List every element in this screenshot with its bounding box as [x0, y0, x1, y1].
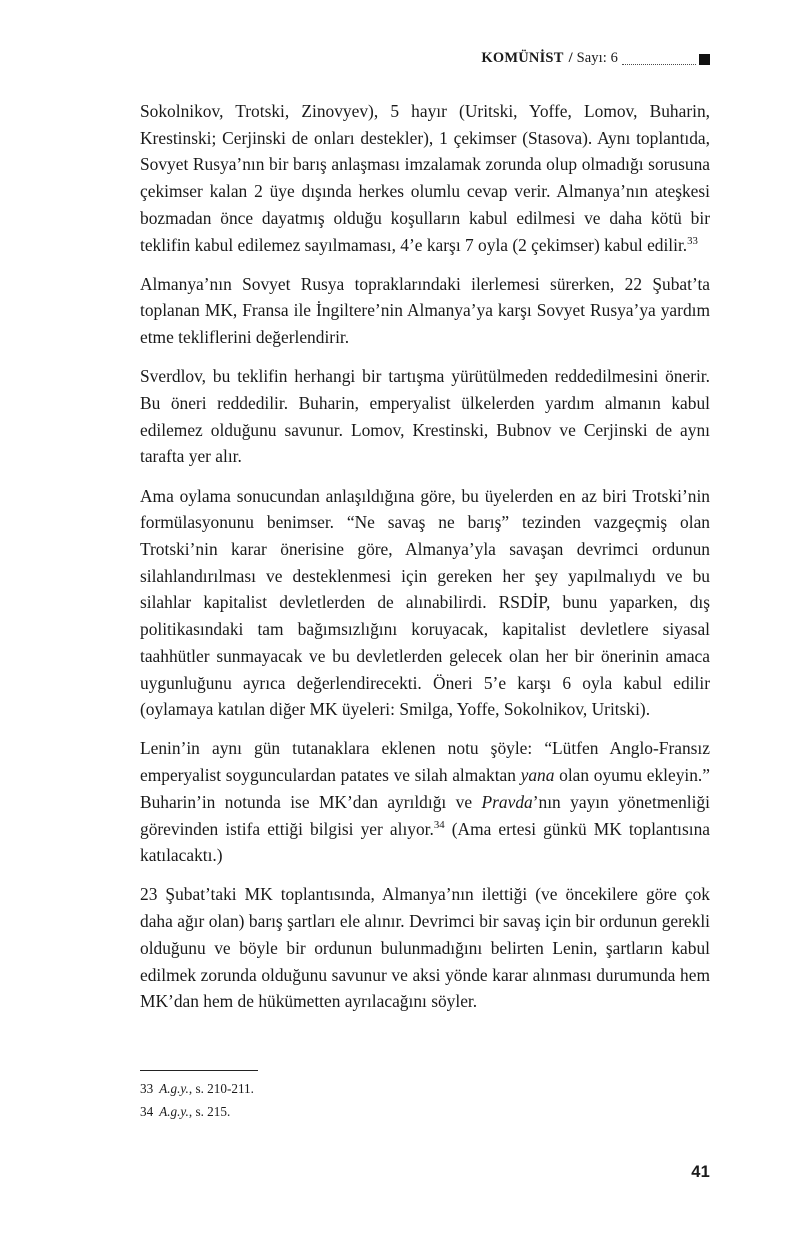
footnote-block	[140, 1070, 710, 1123]
paragraph-1	[140, 98, 710, 258]
paragraph-6: 23 Şubat’taki MK toplantısında, Almanya’nın ilettiği (ve öncekilere göre çok daha ağır olan) barış şartları ele alınır. Devrimci bir savaş için bir ordunun gerekli olduğunu ve böyle bir ordunun bulunmadığını belirten Lenin, şartların kabul edilmek zorunda olduğunu savunur ve aksi yönde karar alınması durumunda hem MK’dan hem de hükümetten ayrılacağını söyler.	[140, 884, 710, 1012]
footnote-source-34: A.g.y.	[159, 1103, 189, 1119]
footnote-number-33: 33	[140, 1081, 154, 1096]
footnote-separator-rule	[140, 1070, 258, 1071]
paragraph-5	[140, 735, 710, 869]
paragraph-1-text: Sokolnikov, Trotski, Zinovyev), 5 hayır (Uritski, Yoffe, Lomov, Buharin, Krestinski; Cerjinski de onları destekler), 1 çekimser (Stasova). Aynı toplantıda, Sovyet Rusya’nın bir barış anlaşması imzalamak zorunda olup olmadığı sorusuna çekimser kalan 2 üye dışında herkes olumlu cevap verir. Almanya’nın ateşkesi bozmadan önce dayatmış olduğu koşulların kabul edilmesi ve daha kötü bir teklifin kabul edilemez sayılmaması, 4’e karşı 7 oyla (2 çekimser) kabul edilir.	[140, 101, 710, 255]
running-head	[140, 45, 710, 71]
paragraph-4: Ama oylama sonucundan anlaşıldığına göre, bu üyelerden en az biri Trotski’nin formülasyonunu benimser. “Ne savaş ne barış” tezinden vazgeçmiş olan Trotski’nin karar önerisine göre, Almanya’yla savaşan devrimci ordunun silahlandırılması ve desteklenmesi için gereken her şey yapılmalıydı ve bu silahlar kapitalist devletlerden de alınabilirdi. RSDİP, bunu yaparken, dış politikasındaki tam bağımsızlığını koruyacak, kapitalist devletlere siyasal taahhütler sunmayacak ve bu devletlerden gelecek olan her bir önerinin amaca uygunluğunu ayrıca değerlendirecekti. Öneri 5’e karşı 6 oyla kabul edilir (oylamaya katılan diğer MK üyeleri: Smilga, Yoffe, Sokolnikov, Uritski).	[140, 485, 710, 720]
paragraph-5-lead: Lenin’in aynı gün tutanaklara eklenen notu şöyle: “Lütfen Anglo-Fransız emperyalist soygunculardan patates ve silah almaktan	[140, 738, 710, 786]
footnote-reference-34: , s. 215.	[188, 1103, 231, 1119]
running-head-separator: /	[568, 49, 573, 66]
paragraph-5-tail: ’nın yayın yönetmenliği görevinden istifa ettiği bilgisi yer alıyor.	[140, 791, 710, 839]
footnote-item-34	[140, 1101, 710, 1124]
paragraph-3: Sverdlov, bu teklifin herhangi bir tartışma yürütülmeden reddedilmesini önerir. Bu öneri reddedilir. Buharin, emperyalist ülkelerden yardım almanın kabul edilemez olduğunu savunur. Lomov, Krestinski, Bubnov ve Cerjinski de aynı tarafta yer alır.	[140, 366, 710, 467]
paragraph-5-end: (Ama ertesi günkü MK toplantısına katılacaktı.)	[140, 818, 710, 866]
footnote-number-34: 34	[140, 1103, 154, 1119]
filled-square-marker-icon	[699, 54, 710, 65]
footnote-ref-34[interactable]: 34	[433, 818, 445, 831]
paragraph-2: Almanya’nın Sovyet Rusya topraklarındaki ilerlemesi sürerken, 22 Şubat’ta toplanan MK, Fransa ile İngiltere’nin Almanya’ya karşı Sovyet Rusya’ya yardım etme tekliflerini değerlendirir.	[140, 273, 710, 348]
footnote-ref-33[interactable]: 33	[687, 234, 698, 247]
journal-title: KOMÜNİST	[481, 49, 564, 66]
footnote-source-33: A.g.y.	[159, 1081, 189, 1096]
issue-number: Sayı: 6	[576, 49, 618, 66]
paragraph-5-mid: olan oyumu ekleyin.” Buharin’in notunda ise MK’dan ayrıldığı ve	[140, 765, 710, 812]
emphasis-yana: yana	[520, 765, 555, 786]
dotted-leader-icon	[622, 54, 696, 65]
emphasis-pravda: Pravda	[481, 791, 533, 812]
page-number: 41	[691, 1163, 710, 1181]
footnote-item-33	[140, 1078, 710, 1101]
body-text-column	[140, 98, 710, 1015]
footnote-reference-33: , s. 210-211.	[188, 1081, 254, 1096]
